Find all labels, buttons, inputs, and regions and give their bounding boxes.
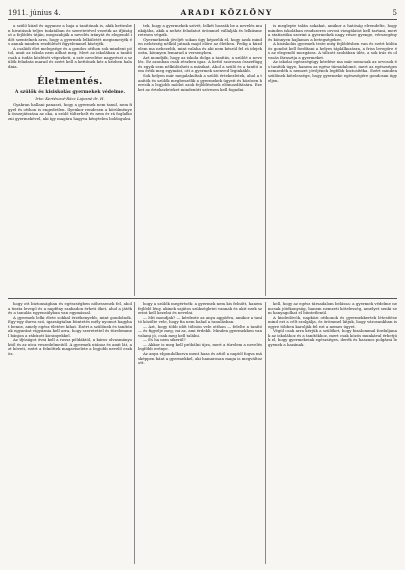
section-divider (8, 298, 397, 299)
paragraph: — Mit mondjak? — kérdezte az anya aggódva, amikor a tanító közölte vele, hogy fia nem halad a tanulásban. (138, 314, 262, 325)
paragraph: A gyermek lelki élete sokkal érzékenyebb, mint gondolnók. Egy-egy durva szó, igazságtalan büntetés mély nyomot hagyhat benne, amely egész életére kihat. Ezért a szülőnek és tanítónak egyaránt vigyáznia kell arra, hogy szeretettel és türelemmel bánjon a rábízott kicsinyekkel. (8, 314, 132, 338)
article-byline: Irta: Kertészné-Rácz Lajosné dr. H. (35, 95, 105, 101)
column-divider (265, 302, 266, 564)
paragraph: is meglepte talán sokakat, amikor a hatóság elrendelte, hogy minden iskolában rendszeres orvosi vizsgálatot kell tartani, mert a statisztika szerint a gyermekek nagy része gyenge, vérszegény és könnyen hajlamos a betegségekre. (268, 24, 397, 42)
paragraph: — És ha nem sikerül? (143, 337, 186, 343)
paragraph: Sok helyen már megalakultak a szülői értekezletek, ahol a tanítók és szülők megbeszélik a gyermekek ügyeit és közösen keresik a legjobb módot azok fejlődésének előmozdítására. Ezeket az értekezleteket mindenütt szívesen kell fogadni. (138, 73, 262, 92)
paragraph: — Azt, hogy több időt töltsön vele otthon — felelte a tanító — és figyelje meg, mi az, ami érdekli. Minden gyermekben van valami jó, csak meg kell találni. (138, 323, 262, 338)
column-divider (134, 302, 135, 564)
newspaper-title: ARADI KÖZLÖNY (180, 8, 273, 17)
article-title: Életmentés. (37, 77, 103, 88)
paragraph: a szülő küzd és ugyanez a baja a tanítónak is, akik kettesben hivatásuk teljes tudatában és szeretetével vezetik az ifjúságot a fejlődés útján, megszabják a nevelés irányát és elegendő időt szentelnek arra, hogy a gyermek lelkületét megismerjék és annak minden rezdülését figyelemmel kísérjék. (8, 24, 132, 47)
text-column-5 (138, 302, 262, 564)
paragraph: A kisiskolás gyermek teste még fejlődésben van és ezért különös gondot kell fordítani a helyes táplálkozásra, a friss levegőre és az elegendő mozgásra. A túlzott szobában ülés, a sok írás és olvasás fárasztja a gyermeket. (268, 41, 397, 60)
paragraph: A családi élet melegsége és a gondos otthon sok mindent pótol, amit az iskola nem adhat meg. Mert az iskolában a tanító csak a tudás közlését végezheti, a szív nevelése nagyrészt a szülők feladata marad és ezért kell a kettőnek kéz a kézben haladnia. (8, 45, 132, 69)
paragraph: tek, hogy a gyermekek szívét, lelkét hozzák be a nevelés munkájába, akik a nehéz feladatot örömmel vállalják és lelkiismeretesen végzik. (138, 24, 262, 38)
paragraph: Azt mondják, hogy az iskola dolga a tanítás, a szülőé a nevelés. Ez azonban csak részben igaz. A kettő szorosan összefügg és egyik sem nélkülözheti a másikat. Ahol a szülő és a tanító nem értik meg egymást, ott a gyermek szenved leginkább. (138, 54, 262, 74)
paragraph: Az ifjúságot óvni kell a rossz példáktól, a káros olvasmányoktól és az utca veszedelmeitől. A gyermek utánoz és amit lát, azt követi, ezért a felnőttek magaviselete a legjobb nevelő eszköz. (8, 337, 132, 357)
paragraph: Gyermekeink jövőjét sokan úgy képzelik el, hogy azok minden nehézség nélkül jutnak majd előre az életben. Pedig a küzdelem ma nehezebb, mint valaha és aki nem készül fel rá idejekorán, könnyen lemarad a versenyben. (138, 36, 262, 56)
paragraph: Az iskolai egészségügy kérdése ma már nemcsak az orvosok és tanítók ügye, hanem az egész társadalomé, mert az egészséges nemzedék a nemzet jövőjének legfőbb biztosítéka. Ezért minden szülőnek kötelessége, hogy gyermeke egészségére gondosan ügyeljen. (268, 59, 397, 83)
page-header (8, 6, 397, 20)
divider (55, 71, 85, 72)
paragraph: Végül csak arra kérjük a szülőket, hogy bizalommal forduljanak az iskolához és a tanítókhoz, mert csak közös munkával érhetjük el, hogy gyermekeink egészséges, derék és hasznos polgárai legyenek a hazának. (268, 328, 397, 347)
article-subtitle: A szülők és kisiskolás gyermekek védelme. (14, 90, 126, 96)
text-column-1 (8, 24, 132, 296)
column-divider (265, 24, 266, 296)
paragraph: hogy a szülők megértsék: a gyermek nem kis felnőtt, hanem fejlődő lény, akinek sajátos szükségletei vannak és akit ezek szerint kell kezelni és nevelni. (138, 302, 262, 316)
text-column-6 (268, 302, 397, 564)
paragraph: — Akkor is meg kell próbálni újra, mert a türelem a nevelés legfőbb erénye. (138, 341, 262, 352)
text-column-4 (8, 302, 132, 564)
page-number: 5 (392, 9, 397, 17)
column-divider (134, 24, 135, 296)
paragraph: A kisdedóvók, napközi otthonok és gyermekkertek létesítése mind ezt a célt szolgálja, és örömmel látjuk, hogy városunkban is egyre többen karolják fel ezt a nemes ügyet. (268, 314, 397, 329)
paragraph: kell, hogy az egész társadalom belássa: a gyermek védelme nemcsak jótékonyság, hanem nemzeti kötelesség, amelyet senki sem hanyagolhat el büntetlenül. (268, 302, 397, 316)
issue-date: 1911. június 4. (8, 9, 61, 17)
text-column-2 (138, 24, 262, 296)
text-column-3 (268, 24, 397, 296)
paragraph: Gyakran hallani panaszt, hogy a gyermek nem tanul, nem figyel és otthon is engedetlen. Ilyenkor rendesen a körülmények összejátszása az oka, a szülő túlterhelt és nem ér rá foglalkozni gyermekével, aki így magára hagyva kénytelen boldogulni. (8, 102, 132, 121)
paragraph: hogy ott biztonságban és egészségben nőhessenek fel, ahol a tiszta levegő és a napfény szabadon érheti őket, ahol a játék és a tanulás egyensúlyban van egymással. (8, 302, 132, 316)
paragraph: Az anya elgondolkozva ment haza és attól a naptól fogva másképpen bánt a gyermekkel, aki hamarosan maga is megváltozott. (138, 351, 262, 366)
